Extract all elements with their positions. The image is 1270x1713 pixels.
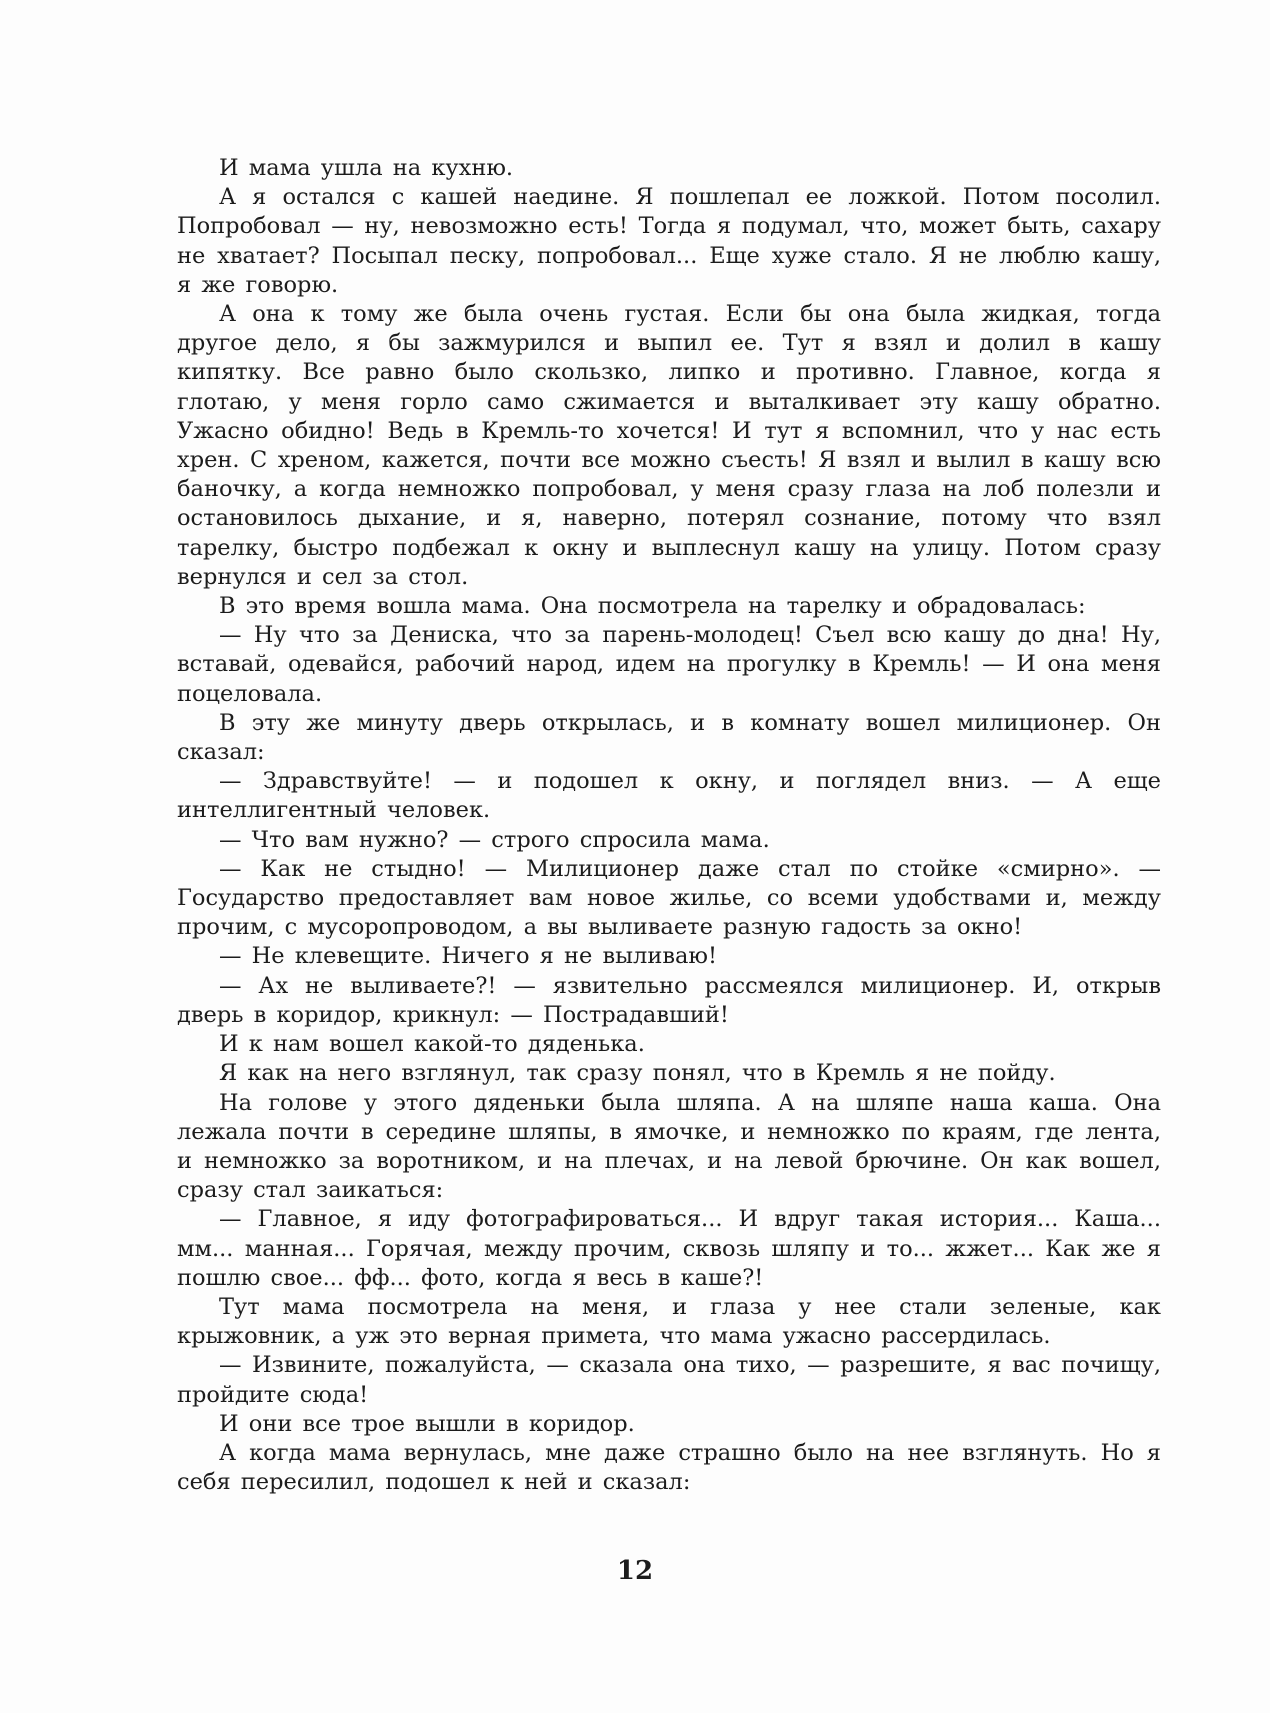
paragraph: — Как не стыдно! — Милиционер даже стал по стойке «смирно». — Государство предоставляет вам новое жилье, со всеми удобствами и, между прочим, с мусоропроводом, а вы выливаете разную гадость за окно! (177, 855, 1161, 941)
paragraph: И к нам вошел какой-то дяденька. (219, 1031, 645, 1058)
paragraph: — Ну что за Дениска, что за парень-молодец! Съел всю кашу до дна! Ну, вставай, одевайся, рабочий народ, идем на прогулку в Кремль! — И она меня поцеловала. (177, 622, 1161, 707)
paragraph: В это время вошла мама. Она посмотрела на тарелку и обрадовалась: (219, 593, 1086, 620)
paragraph: И мама ушла на кухню. (219, 155, 514, 181)
paragraph: А я остался с кашей наедине. Я пошлепал ее ложкой. Потом посолил. Попробовал — ну, невозможно есть! Тогда я подумал, что, может быть, сахару не хватает? Посыпал песку, попробовал... Еще хуже стало. Я не люблю кашу, я же говорю. (177, 184, 1161, 298)
paragraph: А она к тому же была очень густая. Если бы она была жидкая, тогда другое дело, я бы зажмурился и выпил ее. Тут я взял и долил в кашу кипятку. Все равно было скользко, липко и противно. Главное, когда я глотаю, у меня горло само сжимается и выталкивает эту кашу обратно. Ужасно обидно! Ведь в Кремль-то хочется! И тут я вспомнил, что у нас есть хрен. С хреном, кажется, почти все можно съесть! Я взял и вылил в кашу всю баночку, а когда немножко попробовал, у меня сразу глаза на лоб полезли и остановилось дыхание, и я, наверно, потерял сознание, потому что взял тарелку, быстро подбежал к окну и выплеснул кашу на улицу. Потом сразу вернулся и сел за стол. (177, 301, 1161, 590)
paragraph: — Главное, я иду фотографироваться... И вдруг такая история... Каша... мм... манная... Горячая, между прочим, сквозь шляпу и то... жжет... Как же я пошлю свое... фф... фото, когда я весь в каше?! (177, 1206, 1161, 1291)
paragraph: На голове у этого дяденьки была шляпа. А на шляпе наша каша. Она лежала почти в середине шляпы, в ямочке, и немножко по краям, где лента, и немножко за воротником, и на плечах, и на левой брючине. Он как вошел, сразу стал заикаться: (177, 1089, 1161, 1204)
paragraph: — Что вам нужно? — строго спросила мама. (219, 826, 770, 853)
paragraph: Я как на него взглянул, так сразу понял, что в Кремль я не пойду. (219, 1060, 1056, 1087)
body-text (177, 154, 1161, 1497)
paragraph: — Ах не выливаете?! — язвительно рассмеялся милиционер. И, открыв дверь в коридор, крикнул: — Пострадавший! (177, 972, 1161, 1028)
paragraph: Тут мама посмотрела на меня, и глаза у нее стали зеленые, как крыжовник, а уж это верная примета, что мама ужасно рассердилась. (177, 1293, 1161, 1350)
paragraph: — Здравствуйте! — и подошел к окну, и поглядел вниз. — А еще интеллигентный человек. (177, 768, 1161, 824)
paragraph: В эту же минуту дверь открылась, и в комнату вошел милиционер. Он сказал: (177, 709, 1161, 766)
paragraph: — Не клевещите. Ничего я не выливаю! (219, 943, 718, 970)
paragraph: — Извините, пожалуйста, — сказала она тихо, — разрешите, я вас почищу, пройдите сюда! (177, 1352, 1161, 1408)
page-number: 12 (616, 1556, 654, 1586)
paragraph: И они все трое вышли в коридор. (219, 1410, 635, 1437)
paragraph: А когда мама вернулась, мне даже страшно было на нее взглянуть. Но я себя пересилил, подошел к ней и сказал: (177, 1439, 1161, 1496)
